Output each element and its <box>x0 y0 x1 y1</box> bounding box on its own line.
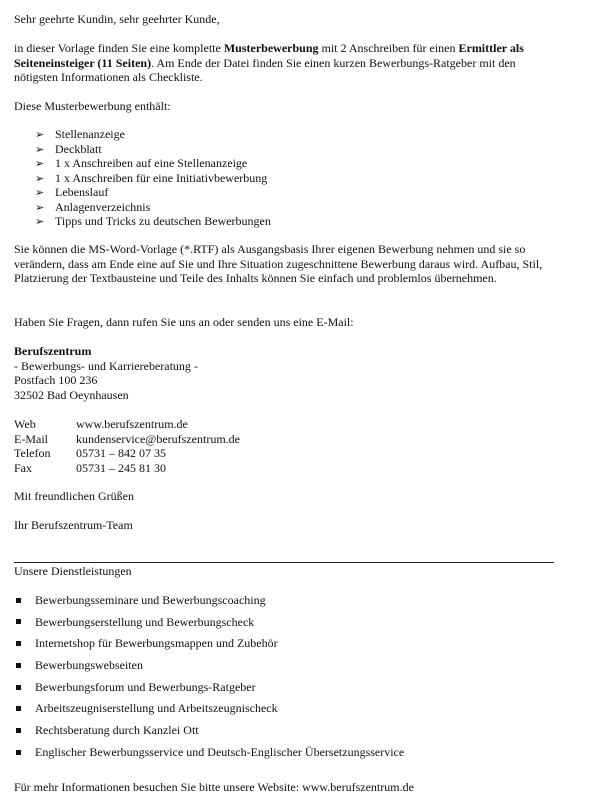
contact-row-web <box>14 417 240 432</box>
contact-table <box>14 417 240 475</box>
service-item: Bewerbungsseminare und Bewerbungscoaching <box>14 593 404 615</box>
divider-line <box>14 562 554 563</box>
service-item: Bewerbungswebseiten <box>14 658 404 680</box>
square-bullet-icon <box>16 619 21 624</box>
service-item: Bewerbungsforum und Bewerbungs-Ratgeber <box>14 680 404 702</box>
contact-row-email <box>14 432 240 447</box>
greeting: Sehr geehrte Kundin, sehr geehrter Kunde, <box>14 12 220 26</box>
contains-heading: Diese Musterbewerbung enthält: <box>14 99 171 113</box>
arrow-bullet-icon: ➢ <box>35 157 45 170</box>
contact-label: Web <box>14 417 36 431</box>
checklist-item: ➢ 1 x Anschreiben auf eine Stellenanzeige <box>35 156 248 170</box>
intro-bold-musterbewerbung: Musterbewerbung <box>223 41 319 55</box>
company-address <box>14 344 198 402</box>
company-postbox: Postfach 100 236 <box>14 373 98 387</box>
closing-line: Mit freundlichen Grüßen <box>14 489 134 503</box>
square-bullet-icon <box>16 728 21 733</box>
square-bullet-icon <box>16 706 21 711</box>
service-item: Bewerbungserstellung und Bewerbungscheck <box>14 615 404 637</box>
arrow-bullet-icon: ➢ <box>35 171 45 185</box>
checklist-item: ➢ Lebenslauf <box>35 185 109 199</box>
intro-paragraph <box>14 41 559 85</box>
square-bullet-icon <box>16 750 21 755</box>
contact-row-fax <box>14 461 240 476</box>
contact-row-phone <box>14 446 240 461</box>
service-item: Englischer Bewerbungsservice und Deutsch-Englischer Übersetzungsservice <box>14 745 404 767</box>
square-bullet-icon <box>16 598 21 603</box>
arrow-bullet-icon: ➢ <box>35 200 45 214</box>
services-list <box>14 593 404 767</box>
usage-paragraph: Sie können die MS-Word-Vorlage (*.RTF) als Ausgangsbasis Ihrer eigenen Bewerbung nehmen und sie so verändern, dass am Ende eine auf Sie und Ihre Situation zugeschnittene Bewerbung daraus wird. Aufbau, Stil, Platzierung der Textbausteine und Teile des Inhalts können Sie einfach und problemlos übernehmen. <box>14 242 543 285</box>
checklist-item: ➢ 1 x Anschreiben für eine Initiativbewerbung <box>35 170 268 185</box>
email-link[interactable]: kundenservice@berufszentrum.de <box>76 431 240 446</box>
checklist-item: ➢ Stellenanzeige <box>35 127 125 141</box>
checklist-item: ➢ Tipps und Tricks zu deutschen Bewerbungen <box>35 214 271 228</box>
contact-label: Fax <box>14 460 32 475</box>
intro-text-2: mit 2 Anschreiben für einen <box>318 41 459 55</box>
phone-number: 05731 – 842 07 35 <box>76 446 166 460</box>
checklist <box>35 127 271 229</box>
arrow-bullet-icon: ➢ <box>35 142 45 156</box>
intro-text-3: . Am Ende der Datei finden Sie einen kurzen Bewerbungs-Ratgeber mit den nötigsten Informationen als Checkliste. <box>14 55 516 84</box>
square-bullet-icon <box>16 663 21 668</box>
service-item: Internetshop für Bewerbungsmappen und Zubehör <box>14 636 404 658</box>
arrow-bullet-icon: ➢ <box>35 128 45 141</box>
square-bullet-icon <box>16 641 21 646</box>
questions-line: Haben Sie Fragen, dann rufen Sie uns an oder senden uns eine E-Mail: <box>14 315 354 329</box>
intro-text-1: in dieser Vorlage finden Sie eine komplette <box>14 41 224 55</box>
service-item: Rechtsberatung durch Kanzlei Ott <box>14 723 404 745</box>
arrow-bullet-icon: ➢ <box>35 215 45 228</box>
company-name: Berufszentrum <box>14 344 92 358</box>
arrow-bullet-icon: ➢ <box>35 186 45 199</box>
company-tagline: - Bewerbungs- und Karriereberatung - <box>14 358 198 373</box>
checklist-item: ➢ Anlagenverzeichnis <box>35 199 151 214</box>
company-city: 32502 Bad Oeynhausen <box>14 387 129 402</box>
checklist-item: ➢ Deckblatt <box>35 141 102 156</box>
service-item: Arbeitszeugniserstellung und Arbeitszeugnischeck <box>14 701 404 723</box>
footer-line: Für mehr Informationen besuchen Sie bitte unsere Website: www.berufszentrum.de <box>14 780 414 794</box>
square-bullet-icon <box>16 685 21 690</box>
fax-number: 05731 – 245 81 30 <box>76 460 166 475</box>
intro-bold-job-title: Ermittler als Seiteneinsteiger (11 Seiten) <box>14 41 524 70</box>
services-title: Unsere Dienstleistungen <box>14 564 132 578</box>
contact-label: E-Mail <box>14 431 48 446</box>
contact-label: Telefon <box>14 446 51 460</box>
signature-team: Ihr Berufszentrum-Team <box>14 518 133 532</box>
website-link[interactable]: www.berufszentrum.de <box>76 417 188 431</box>
